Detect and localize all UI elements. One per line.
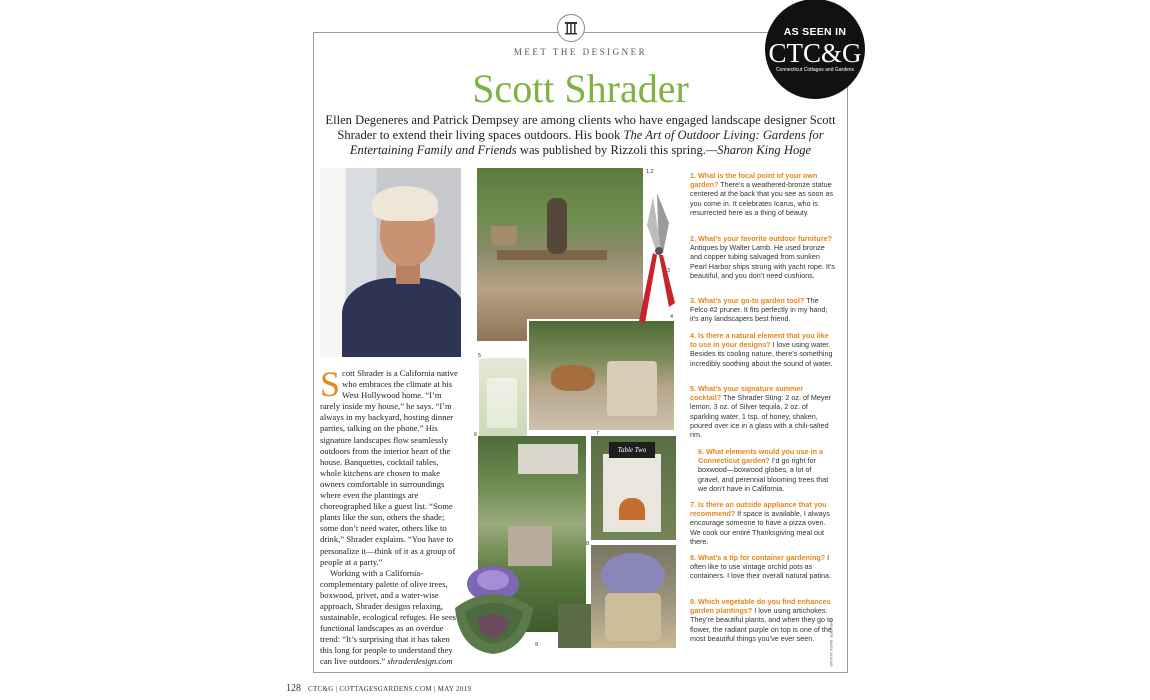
publication-line: CTC&G | COTTAGESGARDENS.COM | MAY 2019: [308, 685, 472, 693]
drop-cap: S: [320, 364, 341, 404]
photo-number: 6: [474, 432, 478, 438]
photo-number: 7: [596, 431, 600, 437]
qa-item-3: 3. What’s your go-to garden tool? The Felco #2 pruner. It fits perfectly in my hand; it’s any landscapers best friend.: [690, 296, 828, 324]
photo-number: 5: [478, 353, 482, 359]
article-body: [320, 364, 461, 668]
as-seen-in-badge: [765, 0, 865, 99]
qa-item-4: 4. Is there a natural element that you like to use in your designs? I love using water. Besides its cooling nature, there’s something incredibly soothing about the sound of water.: [690, 331, 833, 368]
pruner-icon: [627, 183, 682, 333]
badge-label: AS SEEN IN: [783, 26, 847, 38]
moss-photo: [558, 604, 591, 648]
section-kicker: MEET THE DESIGNER: [513, 47, 648, 57]
cocktail-glass-photo: [479, 358, 527, 444]
qa-item-8: 8. What’s a tip for container gardening? I often like to use vintage orchid pots as containers. I love their overall natural patina.: [690, 553, 832, 581]
photo-number: 4: [670, 314, 674, 320]
photo-number: 3: [667, 268, 671, 274]
column-logo-icon: [557, 14, 585, 42]
badge-tagline: Connecticut Cottages and Gardens: [775, 67, 855, 73]
photo-credit: SHRADER: MARK ADAMS: [829, 618, 834, 667]
artichoke-icon: [447, 560, 543, 656]
container-planter-photo: [591, 545, 676, 648]
qa-item-6: 6. What elements would you use in a Connecticut garden? I’d go right for boxwood—boxwood globes, a lot of gravel, and perennial blooming trees that we don’t have in California.: [698, 447, 829, 493]
body-paragraph-1: cott Shrader is a California native who embraces the climate at his West Hollywood home. “I’m rarely inside my house,” he says. “I’m always in my backyard, hosting dinner parties, talking on the phone.” His signature landscapes flow seamlessly outdoors from the interior heart of the house. Banquettes, cocktail tables, whole kitchens are chosen to make owners comfortable in surroundings where even the plantings are choreographed like a guest list. “Some plants like the sun, others the shade; some don’t need water, others like to drink,” Shrader explains. “You have to personalize it—think of it as a group of people at a party.”: [320, 368, 458, 567]
patio-photo: [477, 168, 643, 341]
page-number: 128: [286, 683, 301, 694]
article-title: Scott Shrader: [472, 66, 689, 111]
qa-item-7: 7. Is there an outside appliance that you recommend? If space is available, I always encourage someone to have a pizza oven. We cook our entire Thanksgiving meal out there.: [690, 500, 830, 546]
body-paragraph-2: Working with a California-complementary palette of olive trees, boxwood, privet, and a water-wise approach, Shrader designs relaxing, sustainable, ecological refuges. He sees functional landscapes as an overdue trend: “It’s surprising that it has taken this long for people to understand they can live outdoors.”: [320, 567, 457, 667]
photo-number: 9: [535, 642, 539, 648]
photo-number: 8: [586, 541, 590, 547]
badge-logo: CTC&G: [768, 38, 862, 68]
oven-sign: Table Two: [609, 442, 655, 458]
qa-item-2: 2. What’s your favorite outdoor furniture? Antiques by Walter Lamb. He used bronze and copper tubing salvaged from sunken Pearl Harbor ships strung with yacht rope. It’s beautiful, and you don’t need cushions.: [690, 234, 835, 280]
qa-item-9: 9. Which vegetable do you find enhances garden plantings? I love using artichokes. They’re beautiful plants, and when they go to flower, the radiant purple on top is one of the most beautiful things you’ve ever seen.: [690, 597, 834, 643]
website-link[interactable]: shraderdesign.com: [387, 656, 453, 667]
dogs-fountain-photo: [527, 319, 676, 432]
article-dek: Ellen Degeneres and Patrick Dempsey are among clients who have engaged landscape designer Scott Shrader to extend their living spaces outdoors. His book The Art of Outdoor Living: Gardens for Entertaining Family and Friends was published by Rizzoli this spring.—Sharon King Hoge: [325, 113, 836, 157]
page-footer: [286, 683, 471, 694]
photo-number: 1,2: [646, 169, 654, 175]
qa-item-1: 1. What is the focal point of your own garden? There’s a weathered-bronze statue centered at the back that you see as soon as you come in. It celebrates Icarus, who is resurrected here as a thing of beauty.: [690, 171, 834, 217]
qa-item-5: 5. What’s your signature summer cocktail? The Shrader Sting: 2 oz. of Meyer lemon, 3 oz. of Silver tequila, 2 oz. of sparkling water, 1 tsp. of honey, shaken, poured over ice in a glass with a chili-salted rim.: [690, 384, 831, 440]
pizza-oven-photo: [591, 436, 676, 540]
designer-portrait: [320, 168, 461, 357]
